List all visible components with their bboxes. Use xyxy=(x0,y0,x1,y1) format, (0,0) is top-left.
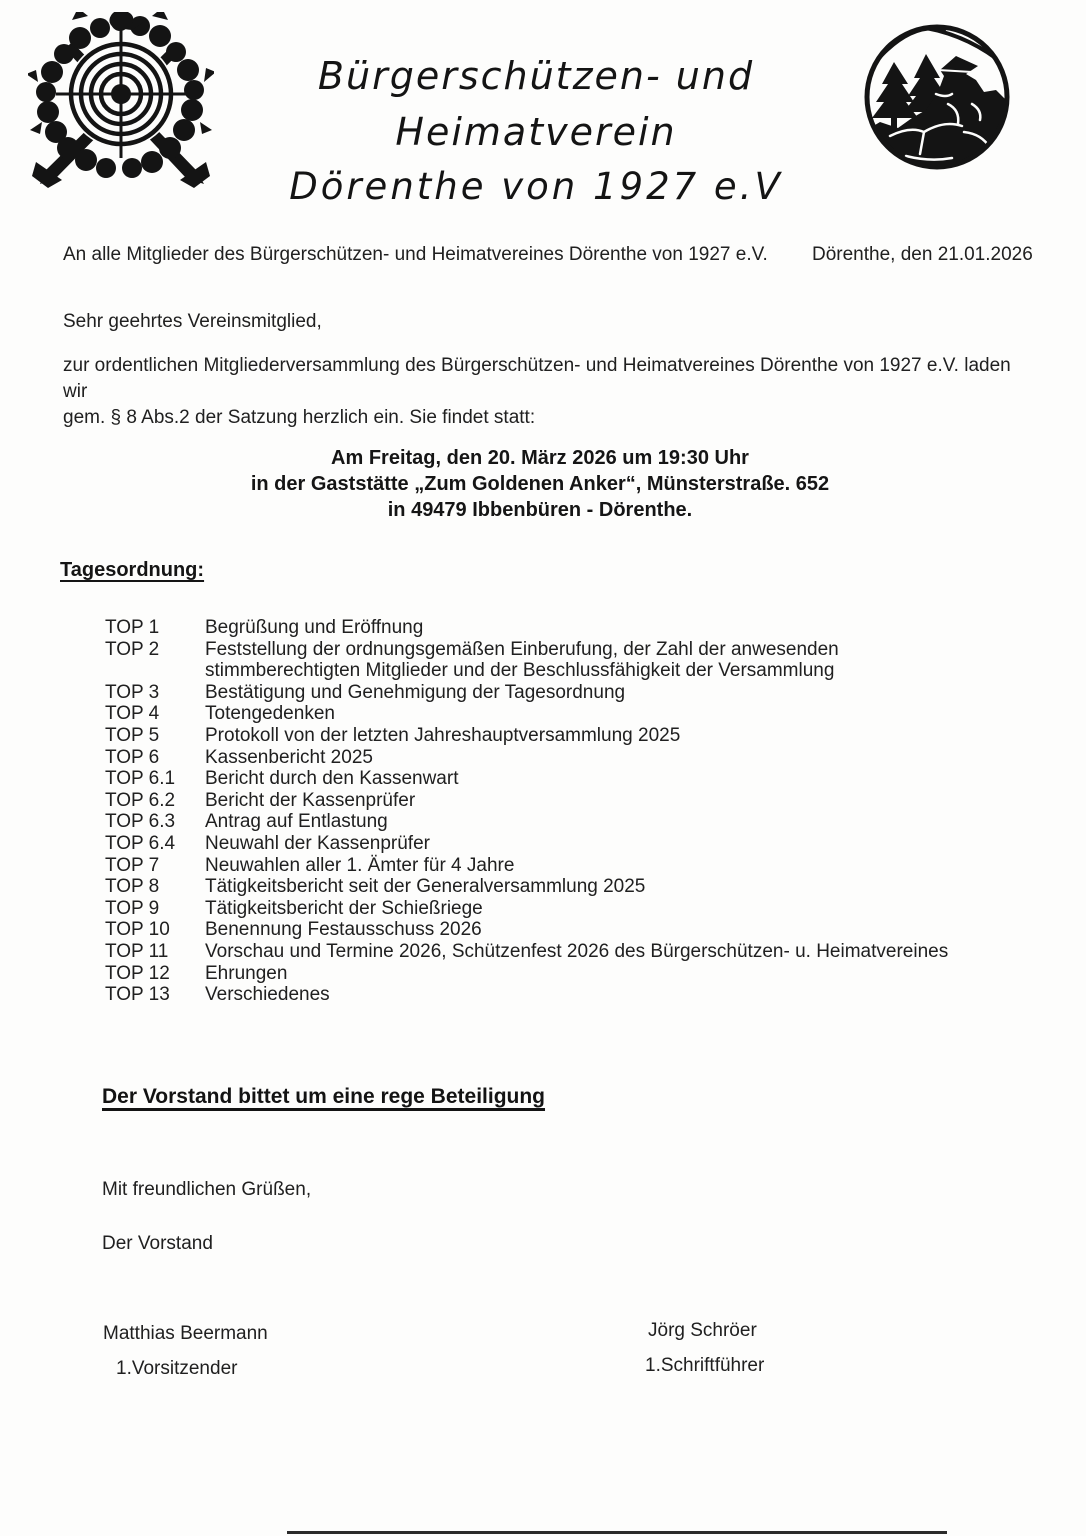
agenda-item-text: Protokoll von der letzten Jahreshauptversammlung 2025 xyxy=(205,724,681,746)
place-date: Dörenthe, den 21.01.2026 xyxy=(812,244,1033,265)
agenda-item-label: TOP 13 xyxy=(105,984,170,1006)
meeting-details xyxy=(60,445,1020,523)
agenda-item-text: Bericht durch den Kassenwart xyxy=(205,768,459,790)
agenda-item-label: TOP 4 xyxy=(105,703,160,725)
agenda-item-text: Feststellung der ordnungsgemäßen Einberufung, der Zahl der anwesenden stimmberechtigten Mitglieder und der Beschlussfähigkeit der Versammlung xyxy=(205,638,839,682)
agenda-item-text: Neuwahl der Kassenprüfer xyxy=(205,832,430,854)
agenda-item xyxy=(105,963,985,985)
scan-artifact-line xyxy=(287,1531,947,1534)
org-name-line1: Bürgerschützen- und Heimatverein xyxy=(317,54,755,154)
agenda-item-text: Kassenbericht 2025 xyxy=(205,746,373,768)
heimatverein-rocks-emblem-icon xyxy=(860,14,1018,180)
agenda-item xyxy=(105,898,985,920)
agenda-item-text: Vorschau und Termine 2026, Schützenfest 2026 des Bürgerschützen- u. Heimatvereines xyxy=(205,940,949,962)
recipient-line: An alle Mitglieder des Bürgerschützen- und Heimatvereines Dörenthe von 1927 e.V. xyxy=(63,244,768,265)
agenda-heading: Tagesordnung: xyxy=(60,559,205,581)
agenda-item-text: Tätigkeitsbericht seit der Generalversammlung 2025 xyxy=(205,876,646,898)
org-name-line2: Dörenthe von 1927 e.V xyxy=(289,165,783,208)
agenda-item-label: TOP 6.3 xyxy=(105,811,176,833)
intro-line2: gem. § 8 Abs.2 der Satzung herzlich ein. Sie findet statt: xyxy=(63,407,536,428)
agenda-item xyxy=(105,919,985,941)
agenda-item-label: TOP 6 xyxy=(105,746,160,768)
letterhead-title xyxy=(198,48,874,214)
agenda-item-text: Neuwahlen aller 1. Ämter für 4 Jahre xyxy=(205,854,515,876)
agenda-item-label: TOP 6.4 xyxy=(105,832,176,854)
agenda-item xyxy=(105,768,985,790)
meeting-city: in 49479 Ibbenbüren - Dörenthe. xyxy=(387,499,693,521)
agenda-item xyxy=(105,703,985,725)
agenda-item-label: TOP 11 xyxy=(105,940,169,962)
agenda-item xyxy=(105,682,985,704)
agenda-item-label: TOP 8 xyxy=(105,876,160,898)
agenda-item-label: TOP 7 xyxy=(105,854,160,876)
agenda-item-text: Tätigkeitsbericht der Schießriege xyxy=(205,897,483,919)
signature-role-chairman: 1.Vorsitzender xyxy=(116,1358,238,1379)
board-line: Der Vorstand xyxy=(102,1233,213,1254)
agenda-item xyxy=(105,941,985,963)
agenda-item-label: TOP 12 xyxy=(105,962,170,984)
agenda-item-label: TOP 6.1 xyxy=(105,768,176,790)
club-emblem-target-wreath-icon xyxy=(28,12,214,188)
agenda-list xyxy=(105,617,985,1006)
agenda-item-text: Bericht der Kassenprüfer xyxy=(205,789,416,811)
meeting-date-time: Am Freitag, den 20. März 2026 um 19:30 Uhr xyxy=(331,447,749,469)
meeting-location: in der Gaststätte „Zum Goldenen Anker“, Münsterstraße. 652 xyxy=(250,473,830,495)
agenda-item xyxy=(105,876,985,898)
participation-appeal: Der Vorstand bittet um eine rege Beteiligung xyxy=(102,1085,546,1108)
agenda-item-label: TOP 1 xyxy=(105,617,160,638)
signature-name-chairman: Matthias Beermann xyxy=(103,1323,268,1344)
agenda-item-label: TOP 5 xyxy=(105,724,160,746)
agenda-item xyxy=(105,617,985,639)
agenda-item-text: Verschiedenes xyxy=(205,984,330,1006)
agenda-item xyxy=(105,639,985,682)
agenda-item xyxy=(105,833,985,855)
agenda-item-label: TOP 9 xyxy=(105,897,160,919)
agenda-item-text: Begrüßung und Eröffnung xyxy=(205,617,424,638)
signature-name-secretary: Jörg Schröer xyxy=(648,1320,757,1341)
agenda-item xyxy=(105,725,985,747)
agenda-item-text: Benennung Festausschuss 2026 xyxy=(205,919,482,941)
salutation: Sehr geehrtes Vereinsmitglied, xyxy=(63,311,322,332)
agenda-item-label: TOP 6.2 xyxy=(105,789,176,811)
agenda-item-text: Antrag auf Entlastung xyxy=(205,811,388,833)
agenda-item xyxy=(105,747,985,769)
intro-line1: zur ordentlichen Mitgliederversammlung des Bürgerschützen- und Heimatvereines Dörenthe von 1927 e.V. laden wir xyxy=(63,355,1011,402)
agenda-item-label: TOP 10 xyxy=(105,919,170,941)
agenda-item-text: Bestätigung und Genehmigung der Tagesordnung xyxy=(205,681,626,703)
agenda-item xyxy=(105,984,985,1006)
agenda-item-label: TOP 3 xyxy=(105,681,160,703)
agenda-item xyxy=(105,855,985,877)
agenda-item-label: TOP 2 xyxy=(105,638,160,660)
agenda-item-text: Ehrungen xyxy=(205,962,288,984)
agenda-item-text: Totengedenken xyxy=(205,703,335,725)
regards-line: Mit freundlichen Grüßen, xyxy=(102,1179,312,1200)
signature-role-secretary: 1.Schriftführer xyxy=(645,1355,765,1376)
intro-paragraph xyxy=(63,353,1038,431)
agenda-item xyxy=(105,811,985,833)
agenda-item xyxy=(105,790,985,812)
